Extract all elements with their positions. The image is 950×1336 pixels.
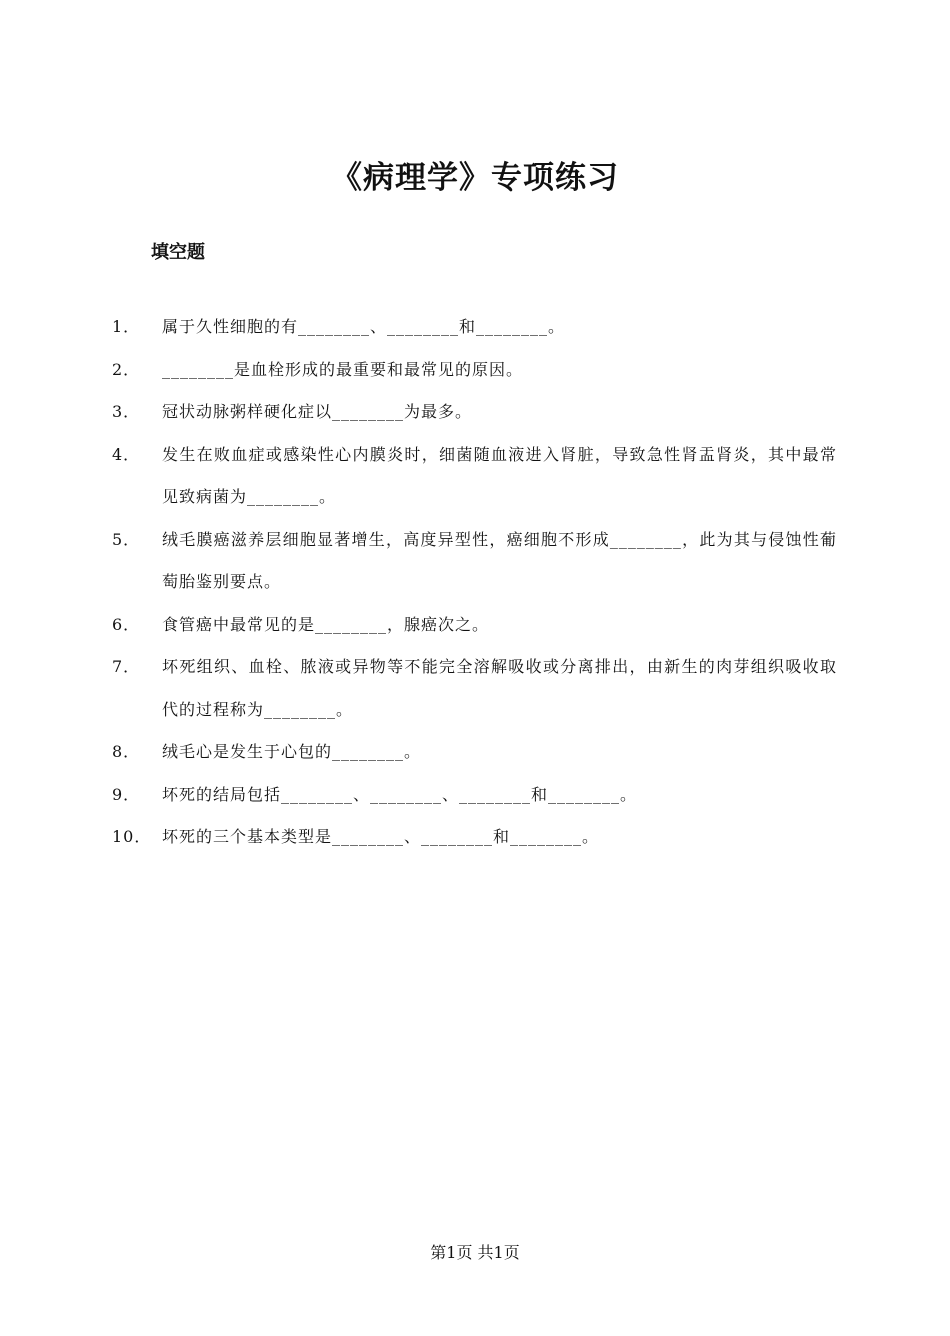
question-text: 坏死的结局包括________、________、________和________。 (162, 784, 638, 804)
question-number: 8． (112, 742, 141, 761)
question-number: 7． (112, 657, 141, 676)
question-number: 10． (112, 827, 152, 846)
section-heading: 填空题 (151, 242, 205, 263)
question-item (112, 391, 837, 434)
question-text: ________是血栓形成的最重要和最常见的原因。 (162, 359, 524, 379)
question-item (112, 774, 837, 817)
question-item (112, 306, 837, 349)
question-text: 坏死的三个基本类型是________、________和________。 (162, 827, 600, 846)
question-number: 9． (112, 784, 141, 804)
question-text: 绒毛心是发生于心包的________。 (162, 742, 422, 761)
question-text: 食管癌中最常见的是________，腺癌次之。 (162, 614, 490, 634)
question-item (112, 434, 837, 519)
question-text: 冠状动脉粥样硬化症以________为最多。 (162, 402, 473, 421)
question-number: 3． (112, 402, 141, 421)
question-number: 6． (112, 614, 141, 634)
question-number: 5． (112, 529, 141, 549)
question-item (112, 646, 837, 731)
question-item (112, 519, 837, 604)
page-title: 《病理学》专项练习 (331, 160, 619, 196)
page-footer: 第1页 共1页 (430, 1243, 520, 1262)
question-item (112, 604, 837, 647)
question-number: 1． (112, 317, 141, 336)
question-text: 属于久性细胞的有________、________和________。 (162, 317, 566, 336)
question-text: 绒毛膜癌滋养层细胞显著增生，高度异型性，癌细胞不形成________，此为其与侵蚀性葡萄胎鉴别要点。 (162, 529, 837, 591)
question-list (112, 306, 837, 859)
question-number: 4． (112, 444, 141, 464)
question-item (112, 731, 837, 774)
question-item (112, 816, 837, 859)
question-text: 发生在败血症或感染性心内膜炎时，细菌随血液进入肾脏，导致急性肾盂肾炎，其中最常见致病菌为________。 (162, 444, 837, 506)
question-item (112, 349, 837, 392)
question-text: 坏死组织、血栓、脓液或异物等不能完全溶解吸收或分离排出，由新生的肉芽组织吸收取代的过程称为________。 (162, 657, 837, 719)
question-number: 2． (112, 359, 141, 379)
